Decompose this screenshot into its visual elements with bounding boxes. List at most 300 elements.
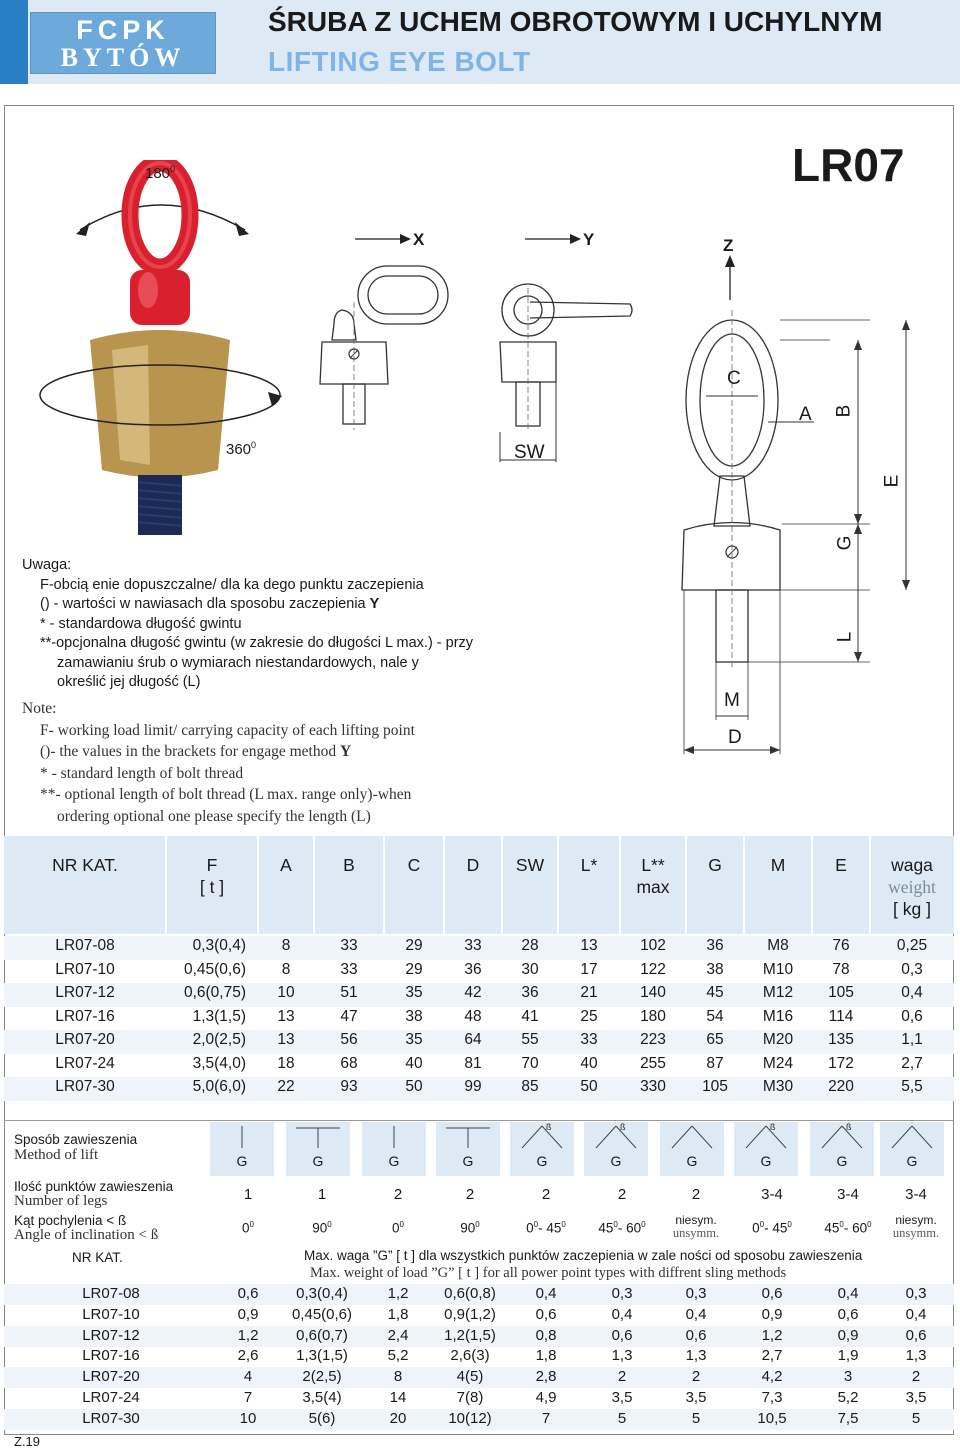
legs-count: 2 [541, 1186, 551, 1203]
notes-pl-line: F-obcią enie dopuszczalne/ dla ka dego punktu zaczepienia [40, 576, 424, 593]
load-cell: 0,3(0,4) [296, 1285, 348, 1302]
table-cell: 10 [277, 984, 295, 1001]
table-cell: LR07-12 [55, 984, 115, 1001]
header-cell [686, 854, 744, 876]
table-cell: 21 [580, 984, 598, 1001]
inclination-angle [208, 1220, 288, 1236]
legs-count: 2 [617, 1186, 627, 1203]
header-cell-bg [384, 836, 444, 934]
load-cell: 1,9 [837, 1347, 859, 1365]
load-cell: 3,5(4) [302, 1389, 342, 1406]
header-cell-line2: [ t ] [199, 877, 225, 897]
table-cell: M30 [762, 1078, 794, 1095]
notes-pl-line: () - wartości w nawiasach dla sposobu zaczepienia Y [40, 596, 380, 612]
header-cell-bg [258, 836, 314, 934]
header-cell [812, 854, 870, 876]
max-load-caption-en: Max. weight of load ”G” [ t ] for all power point types with diffrent sling methods [310, 1265, 787, 1281]
table-cell: 18 [277, 1054, 295, 1072]
company-logo [30, 12, 216, 74]
load-cell: 14 [389, 1389, 407, 1406]
header-cell [502, 854, 558, 876]
header-cell [314, 854, 384, 876]
degree-sup: 0 [867, 1220, 872, 1229]
load-cell: 1,2 [237, 1326, 259, 1344]
load-cell: 1,2 [761, 1326, 783, 1344]
rotation-360-label: $360^0$ [226, 440, 257, 458]
load-cell: 8 [393, 1368, 403, 1386]
table-cell: 122 [640, 960, 666, 978]
method-load-g-label: G [760, 1153, 772, 1169]
legs-count: 2 [465, 1186, 475, 1203]
header-cell-line1: B [343, 855, 355, 875]
degree-sup: 0 [327, 1220, 332, 1229]
header-cell-bg [4, 836, 166, 934]
table-cell: 40 [580, 1054, 598, 1072]
max-load-caption-pl: Max. waga ”G” [ t ] dla wszystkich punktów zaczepienia w zale ności od sposobu zawieszenia [304, 1248, 863, 1263]
points-label-en: Number of legs [14, 1193, 108, 1209]
sling-method-9-icon [810, 1122, 874, 1152]
page-title-pl: ŚRUBA Z UCHEM OBROTOWYM I UCHYLNYM [268, 6, 883, 37]
table-cell: 105 [702, 1078, 728, 1095]
load-cell: 0,3 [685, 1285, 707, 1302]
header-cell [558, 854, 620, 876]
degree-sup: 0 [475, 1220, 480, 1229]
table-cell: 35 [405, 984, 423, 1001]
header-cell-line1: SW [515, 855, 545, 875]
table-cell: 135 [828, 1031, 854, 1048]
table-cell: 81 [464, 1054, 482, 1072]
legs-count: 3-4 [761, 1186, 783, 1203]
load-cell: 0,8 [535, 1326, 557, 1344]
degree-sup: 0 [787, 1220, 792, 1229]
table-cell: 56 [340, 1031, 358, 1048]
specification-table [4, 836, 954, 1100]
load-cell: 2,6(3) [450, 1347, 490, 1365]
load-cell: 4(5) [456, 1368, 484, 1386]
load-row [4, 1305, 954, 1326]
drawing-view-z-dimensioned [670, 290, 910, 760]
load-cell: 5,2 [387, 1347, 409, 1365]
arrow-z-icon [725, 255, 735, 267]
table-cell: 13 [277, 1031, 295, 1048]
header-cell [166, 854, 258, 898]
legs-count: 2 [393, 1186, 403, 1203]
page-title-en: LIFTING EYE BOLT [268, 46, 531, 77]
angle-value: 0 [526, 1220, 534, 1236]
load-cell: 7(8) [456, 1389, 484, 1406]
notes-polish [22, 556, 473, 693]
table-cell: 30 [521, 960, 539, 978]
header-cell [444, 854, 502, 876]
table-row [4, 1054, 954, 1078]
table-cell: 180 [640, 1007, 666, 1025]
table-cell: LR07-30 [55, 1078, 115, 1095]
inclination-angle [582, 1220, 662, 1236]
header-cell-bg [744, 836, 812, 934]
dim-a-label: A [799, 404, 812, 425]
notes-en-line: **- optional length of bolt thread (L max. range only)-when [40, 786, 412, 803]
table-cell: 0,3 [901, 960, 923, 978]
table-cell: M16 [762, 1007, 794, 1025]
table-cell: 33 [464, 937, 482, 954]
header-cell-line2: max [636, 877, 670, 897]
table-cell: 114 [828, 1007, 854, 1025]
table-cell: 25 [580, 1007, 598, 1025]
logo-line-2: BYTÓW [60, 43, 186, 72]
angle-value-2: - 60 [843, 1220, 868, 1236]
load-cell: 0,6 [837, 1305, 859, 1323]
table-cell: 223 [640, 1031, 666, 1048]
load-cell: 2 [691, 1368, 701, 1386]
method-load-g-label: G [610, 1153, 622, 1169]
header-cell [384, 854, 444, 876]
table-cell: 29 [405, 937, 423, 954]
degree-sup: 0 [249, 1220, 254, 1229]
load-cell: 2 [617, 1368, 627, 1386]
table-cell: 0,6(0,75) [183, 984, 246, 1001]
table-cell: 17 [580, 960, 598, 978]
degree-sup: 0 [533, 1220, 539, 1229]
degree-sup: 0 [759, 1220, 765, 1229]
load-cell: 7 [243, 1389, 253, 1406]
inclination-angle [876, 1214, 956, 1240]
load-cell: 0,9 [761, 1305, 783, 1323]
table-cell: 85 [521, 1078, 539, 1095]
table-cell: 28 [521, 937, 539, 954]
load-cell: 2,8 [535, 1368, 557, 1386]
sling-method-5-icon [510, 1122, 574, 1152]
sling-method-8-icon [734, 1122, 798, 1152]
load-cell: LR07-12 [82, 1326, 140, 1344]
method-load-g-label: G [686, 1153, 698, 1169]
table-cell: 5,5 [901, 1078, 923, 1095]
notes-pl-line: * - standardowa długość gwintu [40, 615, 242, 632]
header-cell-bg [686, 836, 744, 934]
load-cell: 0,45(0,6) [291, 1305, 353, 1323]
beta-label: ß [546, 1122, 552, 1132]
load-cell: LR07-24 [82, 1389, 140, 1406]
angle-value: 0 [752, 1220, 760, 1236]
load-cell: 4,2 [761, 1368, 783, 1386]
load-cell: 3,5 [685, 1389, 707, 1406]
load-cell: 5,2 [837, 1389, 859, 1406]
load-cell: 7,3 [761, 1389, 783, 1406]
sling-method-3-icon [362, 1122, 426, 1152]
load-cell: 0,6(0,8) [444, 1285, 496, 1302]
legs-count: 2 [691, 1186, 701, 1203]
header-cell [870, 854, 954, 920]
angle-value-2: - 45 [538, 1220, 562, 1236]
load-cell: 0,6(0,7) [296, 1326, 348, 1344]
sling-method-7-icon [660, 1122, 724, 1152]
table-cell: M8 [767, 937, 789, 954]
header-cell-line1: C [407, 855, 421, 875]
header-cell-line1: F [206, 855, 218, 875]
load-cell: 3,5 [611, 1389, 633, 1406]
load-cell: 4,9 [535, 1389, 557, 1406]
notes-en-line: ordering optional one please specify the length (L) [57, 807, 371, 825]
header-cell-line3: [ kg ] [893, 899, 931, 919]
table-cell: LR07-10 [55, 960, 115, 978]
table-cell: 1,1 [901, 1031, 923, 1048]
load-cell: 3 [843, 1368, 853, 1386]
table-cell: 38 [405, 1007, 423, 1025]
beta-label: ß [846, 1122, 852, 1132]
product-photo [20, 160, 290, 550]
method-load-g-label: G [388, 1153, 400, 1169]
table-cell: 50 [405, 1078, 423, 1095]
table-cell: 140 [640, 984, 666, 1001]
angle-value: 0 [392, 1220, 400, 1236]
load-cell: 10(12) [448, 1409, 492, 1427]
header-cell-line1: M [770, 855, 786, 875]
load-cell: 0,6 [535, 1305, 557, 1323]
load-cell: 1,8 [387, 1305, 409, 1323]
degree-sup: 0 [839, 1220, 844, 1229]
load-cell: 2 [911, 1368, 921, 1386]
dim-sw-label: SW [514, 442, 545, 463]
header-cell [744, 854, 812, 876]
header-cell-line1: A [280, 855, 292, 875]
notes-en-line: F- working load limit/ carrying capacity of each lifting point [40, 721, 415, 739]
load-cell: 0,4 [535, 1285, 557, 1302]
inclination-angle [732, 1220, 812, 1236]
header-cell [4, 854, 166, 876]
table-cell: 330 [640, 1078, 666, 1095]
header-accent-stripe [0, 0, 28, 84]
table-cell: 33 [580, 1031, 598, 1048]
header-cell-line1: G [708, 855, 722, 875]
table-cell: 13 [277, 1007, 295, 1025]
load-cell: 0,6 [685, 1326, 707, 1344]
table-cell: 3,5(4,0) [192, 1054, 246, 1072]
header-cell-bg [558, 836, 620, 934]
table-row [4, 983, 954, 1007]
load-cell: 0,9(1,2) [444, 1305, 496, 1323]
header-cell [258, 854, 314, 876]
dim-d-label: D [728, 727, 742, 748]
load-cell: 5(6) [308, 1409, 336, 1427]
dim-b-label: B [833, 404, 855, 418]
table-cell: 99 [464, 1078, 482, 1095]
table-cell: 76 [832, 937, 850, 954]
beta-label: ß [770, 1122, 776, 1132]
load-cell: 1,3(1,5) [296, 1347, 348, 1365]
notes-pl-line: zamawianiu śrub o wymiarach niestandardowych, nale y [57, 654, 419, 671]
sling-method-4-icon [436, 1122, 500, 1152]
beta-label: ß [620, 1122, 626, 1132]
load-cell: 0,4 [685, 1305, 707, 1323]
load-cell: 7 [541, 1409, 551, 1427]
load-cell: 20 [389, 1409, 407, 1427]
table-cell: M12 [762, 984, 794, 1001]
header-cell-bg [444, 836, 502, 934]
table-cell: 29 [405, 960, 423, 978]
header-cell [620, 854, 686, 898]
dim-e-label: E [881, 474, 903, 488]
method-load-g-label: G [906, 1153, 918, 1169]
table-cell: 93 [340, 1078, 358, 1095]
inclination-angle [656, 1214, 736, 1240]
notes-pl-line: **-opcjonalna długość gwintu (w zakresie do długości L max.) - przy [40, 635, 474, 651]
load-cell: LR07-08 [82, 1285, 140, 1302]
load-cell: LR07-16 [82, 1347, 140, 1365]
method-load-g-label: G [236, 1153, 248, 1169]
table-cell: 255 [640, 1054, 666, 1072]
load-cell: 5 [617, 1409, 627, 1427]
angle-value-2: - 45 [764, 1220, 788, 1236]
load-cell: 0,6 [237, 1285, 259, 1302]
method-load-g-label: G [536, 1153, 548, 1169]
load-cell: 0,4 [905, 1305, 927, 1323]
angle-value: 0 [242, 1220, 250, 1236]
load-cell: 4 [243, 1368, 253, 1386]
table-cell: 36 [706, 937, 724, 954]
direction-x-label: X [413, 230, 425, 249]
brass-base [90, 330, 230, 478]
angle-value: 45 [598, 1220, 614, 1236]
notes-english [22, 698, 415, 827]
table-row [4, 936, 954, 960]
dim-c-label: C [727, 368, 741, 389]
sling-method-10-icon [880, 1122, 944, 1152]
degree-sup: 0 [613, 1220, 618, 1229]
method-load-g-label: G [312, 1153, 324, 1169]
legs-count: 1 [317, 1186, 327, 1203]
table-row [4, 1030, 954, 1054]
angle-en: unsymm. [892, 1226, 940, 1240]
load-cell: 7,5 [837, 1409, 859, 1427]
header-cell-bg [502, 836, 558, 934]
table-cell: 42 [464, 984, 482, 1001]
table-cell: 33 [340, 960, 358, 978]
load-cell: 0,6 [905, 1326, 927, 1344]
notes-pl-title: Uwaga: [22, 557, 72, 573]
logo-line-1: FCPK [76, 15, 170, 45]
load-cell: 0,9 [837, 1326, 859, 1344]
table-cell: M20 [762, 1031, 794, 1048]
table-cell: 45 [706, 984, 724, 1001]
table-cell: 70 [521, 1054, 539, 1072]
load-row [4, 1388, 954, 1409]
load-cell: 3,5 [905, 1389, 927, 1406]
table-cell: 172 [828, 1054, 854, 1072]
table-cell: 0,3(0,4) [192, 937, 246, 954]
load-cell: 5 [691, 1409, 701, 1427]
degree-sup: 0 [399, 1220, 404, 1229]
lifting-methods-table [4, 1120, 954, 1435]
legs-count: 3-4 [837, 1186, 859, 1203]
inclination-angle [506, 1220, 586, 1236]
load-cell: 1,2(1,5) [444, 1326, 496, 1344]
table-cell: M10 [762, 960, 794, 978]
load-cell: 0,4 [837, 1285, 859, 1302]
table-cell: 35 [405, 1031, 423, 1048]
table-cell: 38 [706, 960, 724, 978]
table-cell: 41 [521, 1007, 539, 1025]
table-cell: 5,0(6,0) [192, 1078, 246, 1095]
sling-method-6-icon [584, 1122, 648, 1152]
table-cell: 105 [828, 984, 854, 1001]
degree-sup: 0 [641, 1220, 646, 1229]
load-cell: 2,4 [387, 1326, 409, 1344]
angle-pl: niesym. [895, 1213, 937, 1227]
load-cell: 1,3 [611, 1347, 633, 1365]
notes-en-line: ()- the values in the brackets for engage method Y [40, 743, 352, 760]
load-cell: 0,3 [611, 1285, 633, 1302]
angle-label-pl: Kąt pochylenia < ß [14, 1213, 127, 1228]
table-cell: 0,4 [901, 984, 923, 1001]
load-row [4, 1284, 954, 1305]
dim-g-label: G [834, 535, 856, 551]
rotation-180-label: $180^0$ [145, 164, 176, 182]
table-cell: 1,3(1,5) [192, 1007, 246, 1025]
inclination-angle [358, 1220, 438, 1236]
table-cell: 68 [340, 1054, 358, 1072]
load-cell: 2,6 [237, 1347, 259, 1365]
table-cell: 64 [464, 1031, 482, 1048]
header-cell-line1: E [835, 855, 847, 875]
table-cell: LR07-20 [55, 1031, 115, 1048]
inclination-angle [282, 1220, 362, 1236]
table-cell: 36 [464, 960, 482, 978]
page-number: Z.19 [14, 1434, 41, 1449]
load-cell: 1,3 [905, 1347, 927, 1365]
angle-label-en: Angle of inclination < ß [14, 1227, 159, 1243]
table-cell: 220 [828, 1078, 854, 1095]
header-cell-line1: waga [891, 855, 933, 875]
table-cell: 40 [405, 1054, 423, 1072]
angle-value: 90 [460, 1220, 476, 1236]
table-cell: 0,6 [901, 1007, 923, 1025]
table-cell: 2,0(2,5) [192, 1031, 246, 1048]
table-cell: 13 [580, 937, 598, 954]
load-row [4, 1367, 954, 1388]
angle-value: 90 [312, 1220, 328, 1236]
table-row [4, 1077, 954, 1101]
load-row [4, 1346, 954, 1367]
arrow-y-icon [570, 234, 581, 244]
load-cell: 0,6 [761, 1285, 783, 1302]
load-row [4, 1326, 954, 1347]
table-row [4, 1007, 954, 1031]
table-cell: 65 [706, 1031, 724, 1048]
notes-pl-line: określić jej długość (L) [57, 674, 201, 690]
angle-value: 45 [824, 1220, 840, 1236]
table-row [4, 960, 954, 984]
rotation-arc-top [80, 205, 245, 230]
method-load-g-label: G [462, 1153, 474, 1169]
table-cell: LR07-24 [55, 1054, 115, 1072]
product-code: LR07 [792, 139, 905, 191]
load-cell: 2(2,5) [302, 1368, 342, 1386]
table-cell: 33 [340, 937, 358, 954]
table-cell: 22 [277, 1078, 295, 1095]
header-cell-line1: L** [641, 855, 665, 875]
angle-pl: niesym. [675, 1213, 717, 1227]
load-cell: LR07-10 [82, 1305, 140, 1323]
load-cell: 10 [239, 1409, 257, 1427]
load-cell: 1,2 [387, 1285, 409, 1302]
table-cell: 8 [281, 937, 291, 954]
table-cell: 47 [340, 1007, 358, 1025]
notes-en-line: * - standard length of bolt thread [40, 764, 244, 782]
method-load-g-label: G [836, 1153, 848, 1169]
load-cell: 0,6 [611, 1326, 633, 1344]
notes-en-title: Note: [22, 700, 57, 717]
table-cell: M24 [762, 1054, 794, 1072]
degree-sup: 0 [561, 1220, 566, 1229]
